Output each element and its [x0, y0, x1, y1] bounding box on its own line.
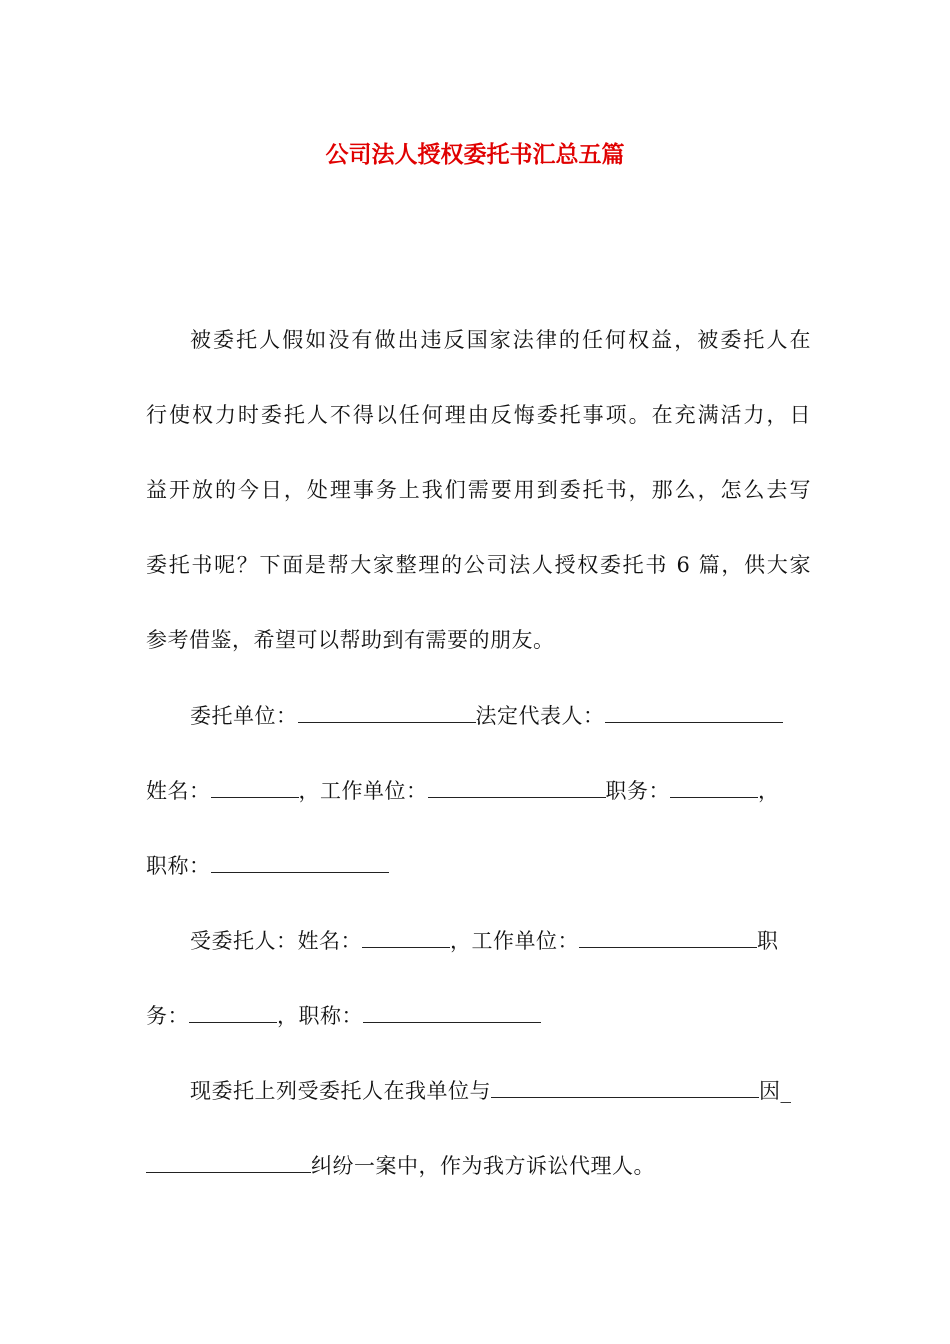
form-label: ，	[758, 779, 780, 803]
fill-in-blank[interactable]	[211, 850, 389, 873]
fill-in-blank[interactable]	[605, 700, 783, 723]
form-label: 职务：	[605, 779, 670, 803]
form-line-dispute	[146, 1150, 811, 1181]
paragraph-line: 参考借鉴，希望可以帮助到有需要的朋友。	[146, 628, 555, 652]
form-label: 现委托上列受委托人在我单位与	[190, 1079, 491, 1103]
fill-in-blank[interactable]	[211, 775, 299, 798]
fill-in-blank[interactable]	[579, 925, 757, 948]
fill-in-blank[interactable]	[146, 1150, 311, 1173]
form-line-agent-position	[146, 1000, 811, 1031]
form-label: 委托单位：	[190, 704, 298, 728]
fill-in-blank[interactable]	[670, 775, 758, 798]
form-label: ，工作单位：	[450, 929, 579, 953]
form-line-delegation	[190, 1075, 811, 1106]
fill-in-blank[interactable]	[363, 1000, 541, 1023]
paragraph-line: 委托书呢？下面是帮大家整理的公司法人授权委托书 6 篇，供大家	[146, 553, 811, 577]
form-label: 因_	[759, 1079, 792, 1103]
paragraph-line: 被委托人假如没有做出违反国家法律的任何权益，被委托人在	[190, 328, 811, 352]
form-line-client-unit	[190, 700, 811, 731]
paragraph-line: 行使权力时委托人不得以任何理由反悔委托事项。在充满活力，日	[146, 403, 811, 427]
form-label: 职称：	[146, 854, 211, 878]
fill-in-blank[interactable]	[428, 775, 606, 798]
fill-in-blank[interactable]	[189, 1000, 277, 1023]
form-label: 纠纷一案中，作为我方诉讼代理人。	[311, 1154, 655, 1178]
form-label: ，职称：	[277, 1004, 363, 1028]
form-label: 职	[757, 929, 779, 953]
fill-in-blank[interactable]	[298, 700, 476, 723]
paragraph-line: 益开放的今日，处理事务上我们需要用到委托书，那么，怎么去写	[146, 478, 811, 502]
form-label: 姓名：	[146, 779, 211, 803]
form-label: 受委托人：姓名：	[190, 929, 362, 953]
form-line-agent	[190, 925, 811, 956]
form-label: 法定代表人：	[475, 704, 605, 728]
form-label: 务：	[146, 1004, 189, 1028]
document-title: 公司法人授权委托书汇总五篇	[325, 142, 625, 168]
fill-in-blank[interactable]	[362, 925, 450, 948]
form-line-title	[146, 850, 811, 881]
fill-in-blank[interactable]	[491, 1075, 759, 1098]
form-label: ，工作单位：	[298, 779, 428, 803]
form-line-name	[146, 775, 811, 806]
